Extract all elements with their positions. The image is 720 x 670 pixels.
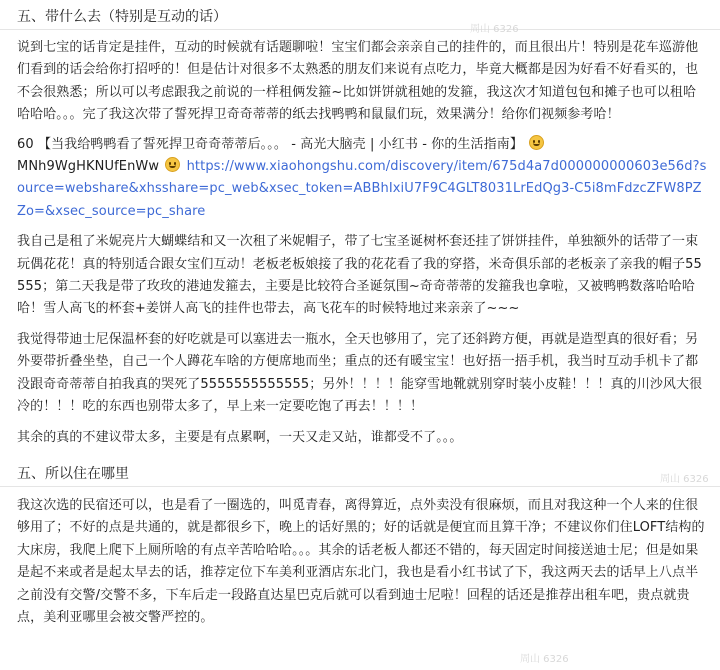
watermark: 周山 6326 <box>470 24 519 35</box>
section-heading-what-to-bring: 五、带什么去（特别是互动的话） <box>0 0 720 30</box>
paragraph-gear: 我觉得带迪士尼保温杯套的好吃就是可以塞进去一瓶水，全天也够用了，完了还斜跨方便，再就是造型真的很好看；另外要带折叠坐垫，自己一个人蹲花车啥的方便席地而坐；重点的还有暖宝宝！也好捂一捂手机，我当时互动手机卡了都没跟奇奇蒂蒂自拍我真的哭死了5555555555555；另外！！！！能穿雪地靴就别穿时装小皮鞋！！！真的川沙风大很冷的！！！吃的东西也别带太多了，早上来一定要吃饱了再去！！！！ <box>17 331 703 415</box>
paragraph-pendants: 说到七宝的话肯定是挂件，互动的时候就有话题聊啦！宝宝们都会亲亲自己的挂件的，而且很出片！特别是花车巡游他们看到的话会给你打招呼的！但是估计对很多不太熟悉的朋友们来说有点吃力，毕竟大概都是因为好看不好看买的，也不会很熟悉；所以可以考虑跟我之前说的一样租俩发箍~比如饼饼就租她的发箍，我这次才知道包包和摊子也可以租哈哈哈哈。。。完了我这次带了誓死捍卫奇奇蒂蒂的纸去找鸭鸭和鼠鼠们玩，效果满分！给你们视频参考哈！ <box>17 40 699 123</box>
paragraph-rentals: 我自己是租了米妮亮片大蝴蝶结和又一次租了米妮帽子，带了七宝圣诞树杯套还挂了饼饼挂件，单独额外的话带了一束玩偶花花！真的特别适合跟女宝们互动！老板老板娘接了我的花花看了我的穿搭，米奇俱乐部的老板亲了亲我的帽子55555；第二天我是带了玫玫的港迪发箍去，主要是比较符合圣诞氛围~奇奇蒂蒂的发箍我也拿啦，又被鸭鸭数落哈哈哈哈！雪人高飞的杯套+姜饼人高飞的挂件也带去，高飞花车的时候特地过来亲亲了~~~ <box>17 234 702 317</box>
grinning-face-icon <box>529 135 544 150</box>
paragraph-lodging: 我这次选的民宿还可以，也是看了一圈选的，叫觅青春，离得算近，点外卖没有很麻烦，而且对我这种一个人来的住很够用了；不好的点是共通的，就是都很乡下，晚上的话好黑的；好的话就是便宜而且算干净；不建议你们住LOFT结构的大床房，我爬上爬下上厕所啥的有点辛苦哈哈哈。。。其余的话老板人都还不错的，每天固定时间接送迪士尼；但是如果是起不来或者是起太早去的话，推荐定位下车美利亚酒店东北门，我也是看小红书试了下，我这两天去的话早上八点半之前没有交警/交警不多，下车后走一段路直达星巴克后就可以看到迪士尼啦！回程的话还是推荐出租车吧，贵点就贵点，美利亚哪里会被交警严控的。 <box>17 497 705 625</box>
watermark: 周山 6326 <box>520 654 569 665</box>
section-heading-where-to-stay: 五、所以住在哪里 <box>0 457 720 487</box>
share-line-prefix: 60 【当我给鸭鸭看了誓死捍卫奇奇蒂蒂后。。。 - 高光大脑壳 | 小红书 - 你的生活指南】 <box>17 136 523 152</box>
paragraph-dont-bring-too-much: 其余的真的不建议带太多，主要是有点累啊，一天又走又站，谁都受不了。。。 <box>17 429 463 445</box>
share-code: MNh9WgHKNUfEnWw <box>17 159 160 175</box>
share-block <box>17 134 720 224</box>
share-link[interactable]: https://www.xiaohongshu.com/discovery/item/675d4a7d000000000603e56d?source=webshare&xhsshare=pc_web&xsec_token=ABBhIxiU7F9C4GLT8031LrEdQg3-C5i8mFdzcZFW8PZZo=&xsec_source=pc_share <box>17 159 707 219</box>
grinning-face-icon <box>165 157 180 172</box>
watermark: 周山 6326 <box>660 474 709 485</box>
